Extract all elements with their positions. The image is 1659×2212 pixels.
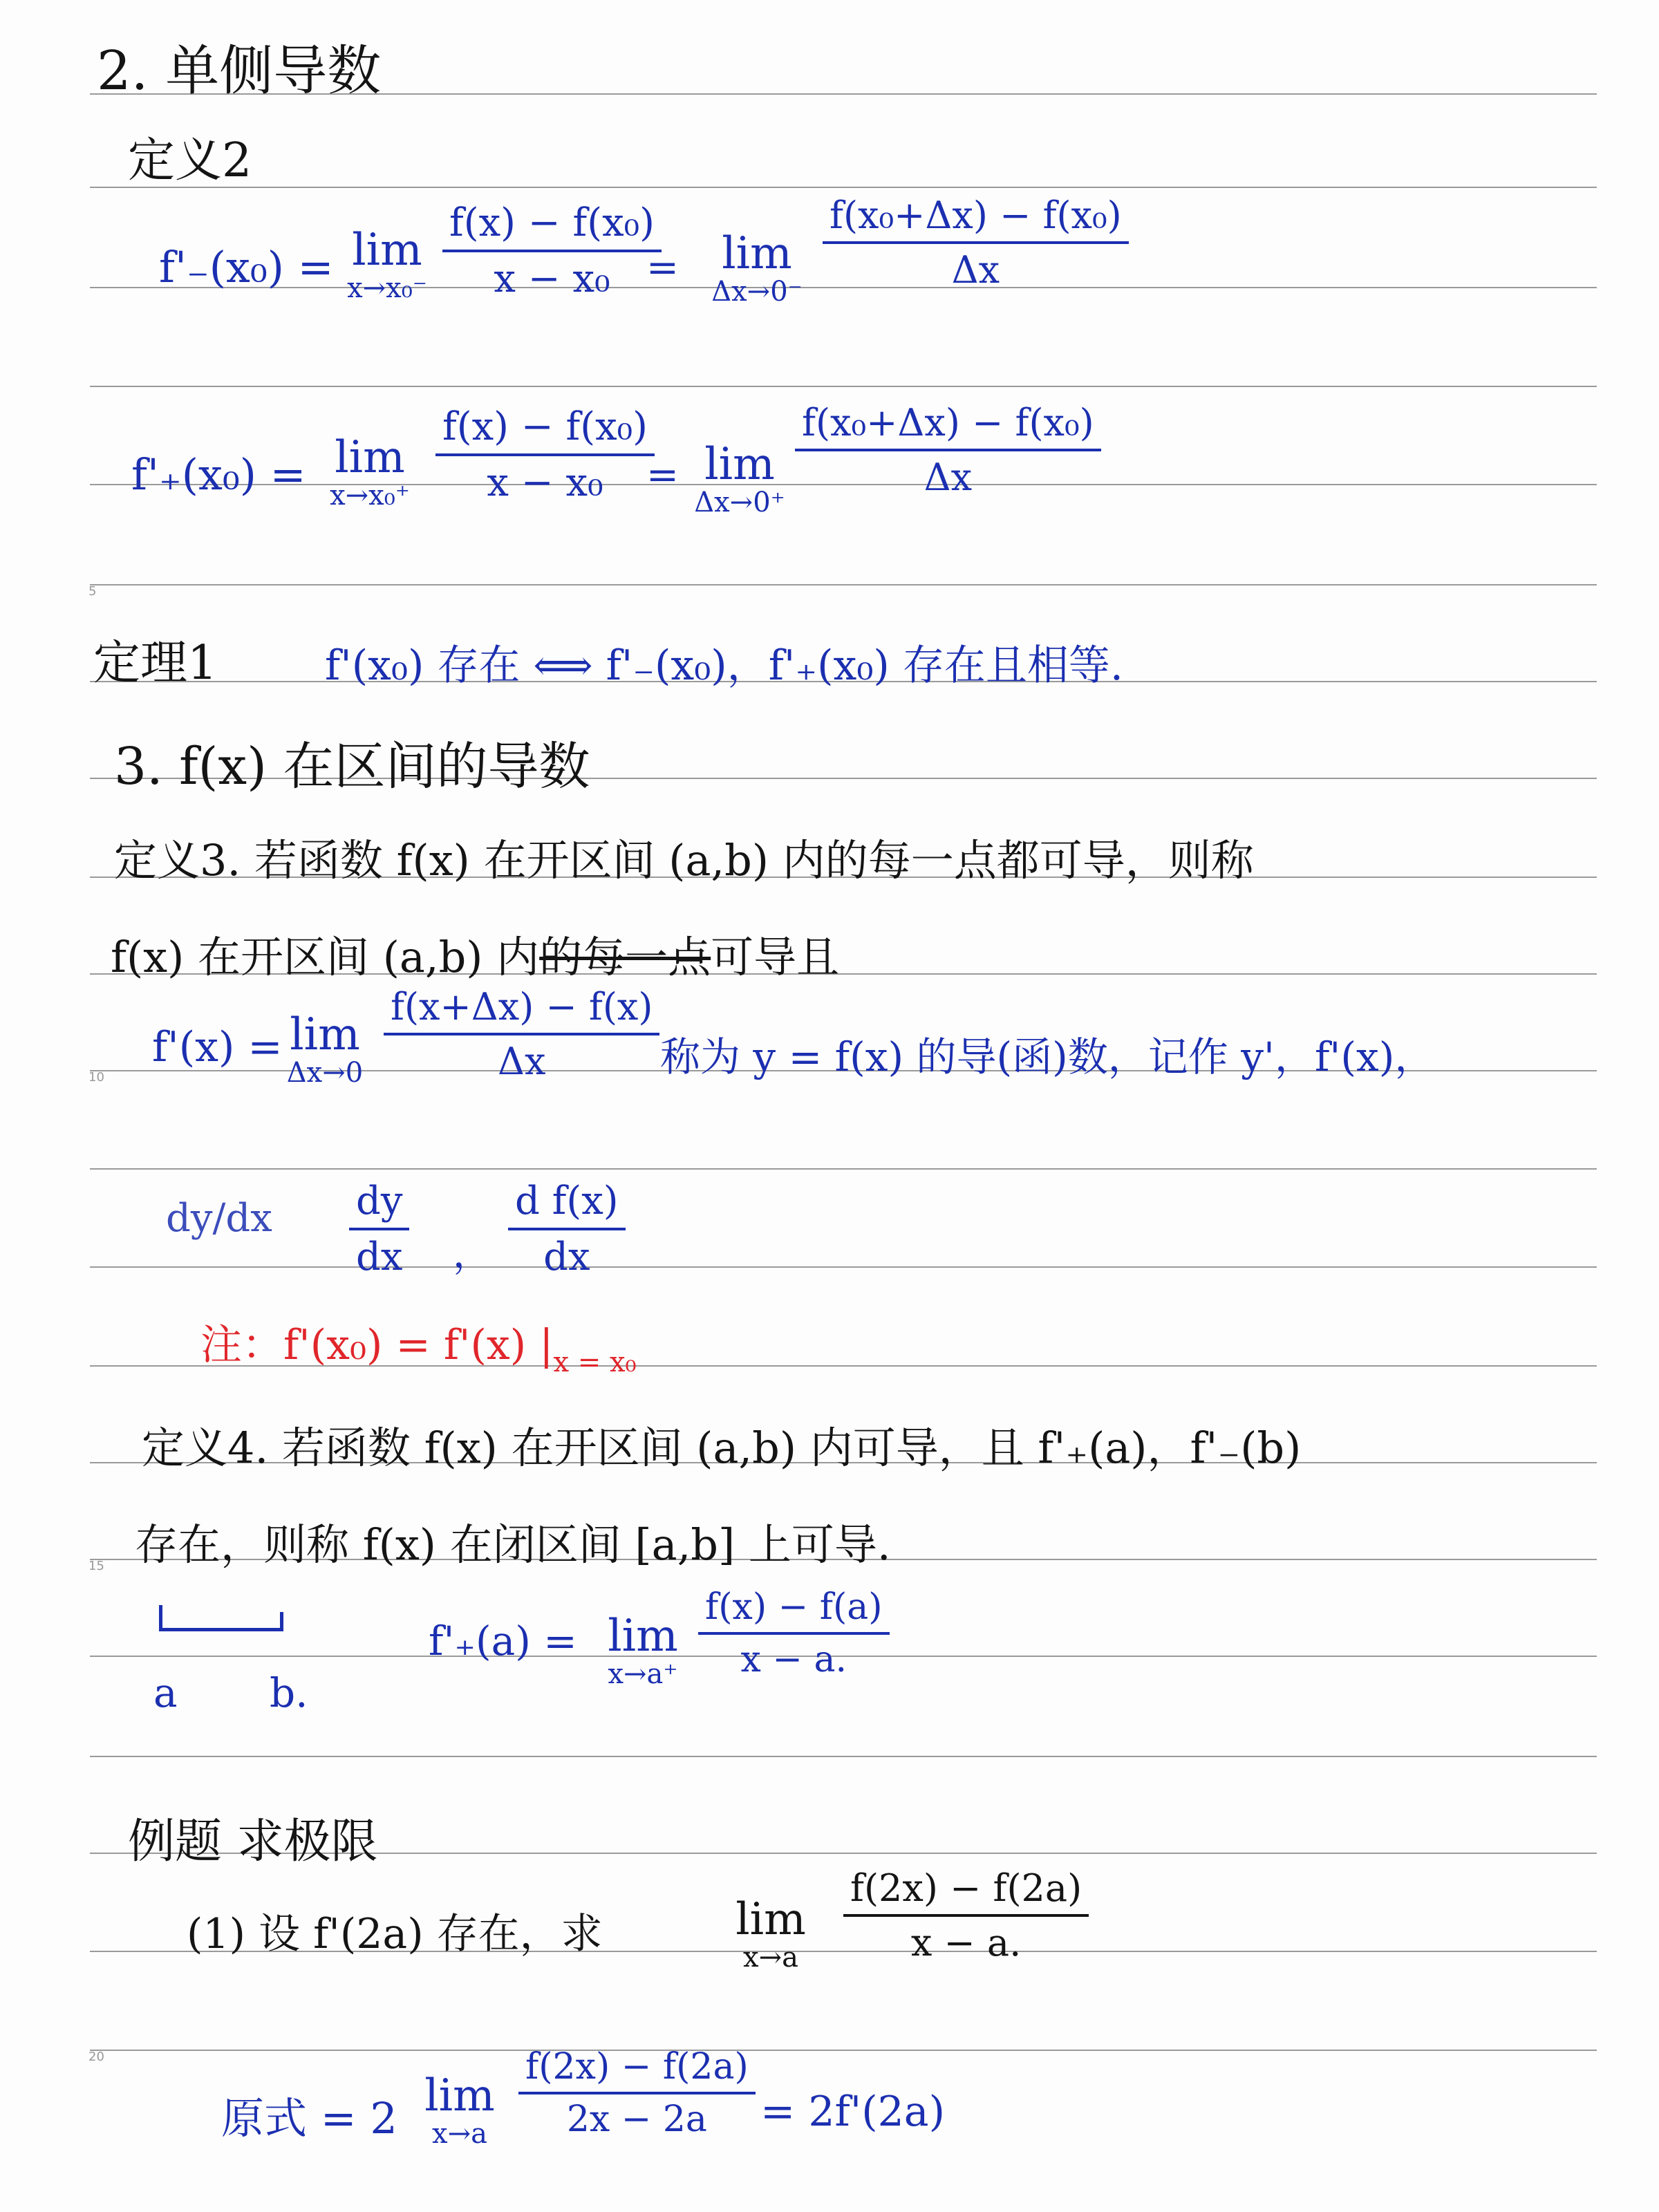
ruled-line [90,584,1597,585]
interval-label-a: a [153,1669,178,1716]
fraction [518,2046,756,2140]
fraction [435,404,655,505]
definition-4-line-1: 定义4. 若函数 f(x) 在开区间 (a,b) 内可导，且 f'₊(a)，f'₋(b) [142,1423,1302,1473]
ruled-line [90,386,1597,387]
theorem-label: 定理1 [93,636,218,691]
ruled-line [90,1756,1597,1757]
definition-4-line-2: 存在，则称 f(x) 在闭区间 [a,b] 上可导. [135,1519,891,1570]
denominator: dx [543,1235,590,1280]
numerator: f(x₀+Δx) − f(x₀) [823,194,1129,244]
lim-word: lim [735,1894,806,1945]
theorem-body: f'(x₀) 存在 ⟺ f'₋(x₀)，f'₊(x₀) 存在且相等. [325,641,1123,690]
lim-subscript: x→a [743,1942,798,1974]
equals-sign: = [646,245,679,290]
denominator: Δx [497,1040,546,1083]
interval-tick-b [280,1612,283,1631]
struck-text: 的每一点 [539,932,711,982]
section-heading: 3. f(x) 在区间的导数 [114,737,590,796]
red-note-subscript: x = x₀ [553,1347,637,1378]
numerator: f(2x) − f(2a) [518,2046,756,2094]
margin-number: 20 [88,2050,104,2064]
def3-text-end: 可导且 [711,932,840,982]
lim-subscript: x→x₀⁺ [330,480,410,512]
limit [698,228,816,308]
limit [276,1009,373,1089]
fraction [698,1586,890,1680]
fraction [349,1179,409,1280]
fraction [508,1179,626,1280]
lim-word: lim [608,1611,678,1662]
lim-subscript: x→x₀⁻ [347,272,427,304]
lim-word: lim [290,1009,360,1060]
equation-lhs: f'₋(x₀) = [159,242,334,292]
lim-word: lim [704,439,775,490]
answer-lhs: 原式 = 2 [221,2093,397,2144]
ruled-line [90,187,1597,188]
lim-subscript: Δx→0⁻ [711,276,803,308]
numerator: f(x+Δx) − f(x) [384,985,659,1035]
margin-number: 10 [88,1070,104,1085]
lim-word: lim [335,432,405,483]
fraction [442,200,662,301]
interval-line [159,1628,280,1631]
limit [684,439,795,518]
lim-word: lim [424,2070,495,2121]
ruled-line [90,1168,1597,1170]
ruled-line [90,2050,1597,2051]
limit [332,225,442,304]
equals-sign: = [646,453,679,498]
fraction [384,985,659,1083]
lim-subscript: Δx→0 [286,1057,364,1089]
derivative-description: 称为 y = f(x) 的导(函)数，记作 y'，f'(x)， [660,1033,1435,1080]
lim-word: lim [352,225,422,276]
margin-number: 5 [88,584,97,599]
limit [415,2070,505,2150]
definition-label: 定义2 [128,133,252,188]
denominator: x − a. [740,1639,847,1680]
section-heading: 2. 单侧导数 [97,40,382,102]
denominator: Δx [951,248,1000,292]
red-note-text: 注：f'(x₀) = f'(x) | [200,1321,554,1369]
interval-tick-a [159,1605,162,1631]
lim-subscript: x→a [432,2118,487,2150]
definition-3-line-1: 定义3. 若函数 f(x) 在开区间 (a,b) 内的每一点都可导，则称 [114,835,1254,885]
numerator: f(x) − f(x₀) [442,200,662,252]
numerator: f(x₀+Δx) − f(x₀) [795,401,1101,451]
equation-lhs: f'₊(a) = [429,1618,577,1665]
numerator: d f(x) [508,1179,626,1230]
lim-subscript: Δx→0⁺ [694,487,785,518]
comma: ， [453,1232,491,1277]
limit [315,432,425,512]
denominator: x − a. [910,1921,1022,1965]
derivative-lhs: f'(x) = [152,1023,283,1071]
equation-lhs: f'₊(x₀) = [131,449,306,500]
margin-number: 15 [88,1559,104,1573]
crossed-out-scribble: dy/dx [166,1196,272,1241]
red-note [200,1312,637,1378]
example-heading: 例题 求极限 [128,1815,378,1869]
fraction [823,194,1129,292]
denominator: dx [356,1235,403,1280]
denominator: x − x₀ [487,460,603,505]
limit [726,1894,816,1974]
numerator: f(x) − f(a) [698,1586,890,1635]
fraction [795,401,1101,499]
denominator: Δx [924,456,973,499]
limit [594,1611,691,1690]
question-text: (1) 设 f'(2a) 存在，求 [187,1910,603,1958]
numerator: dy [349,1179,409,1230]
fraction [843,1866,1089,1965]
numerator: f(x) − f(x₀) [435,404,655,456]
denominator: x − x₀ [494,256,610,301]
lim-word: lim [722,228,792,279]
denominator: 2x − 2a [566,2099,707,2140]
answer-rhs: = 2f'(2a) [760,2088,945,2136]
definition-3-line-2 [111,923,839,984]
numerator: f(2x) − f(2a) [843,1866,1089,1917]
lim-subscript: x→a⁺ [608,1658,678,1690]
ruled-line [90,1266,1597,1268]
interval-label-b: b. [270,1669,308,1716]
def3-text: f(x) 在开区间 (a,b) 内 [111,932,540,982]
